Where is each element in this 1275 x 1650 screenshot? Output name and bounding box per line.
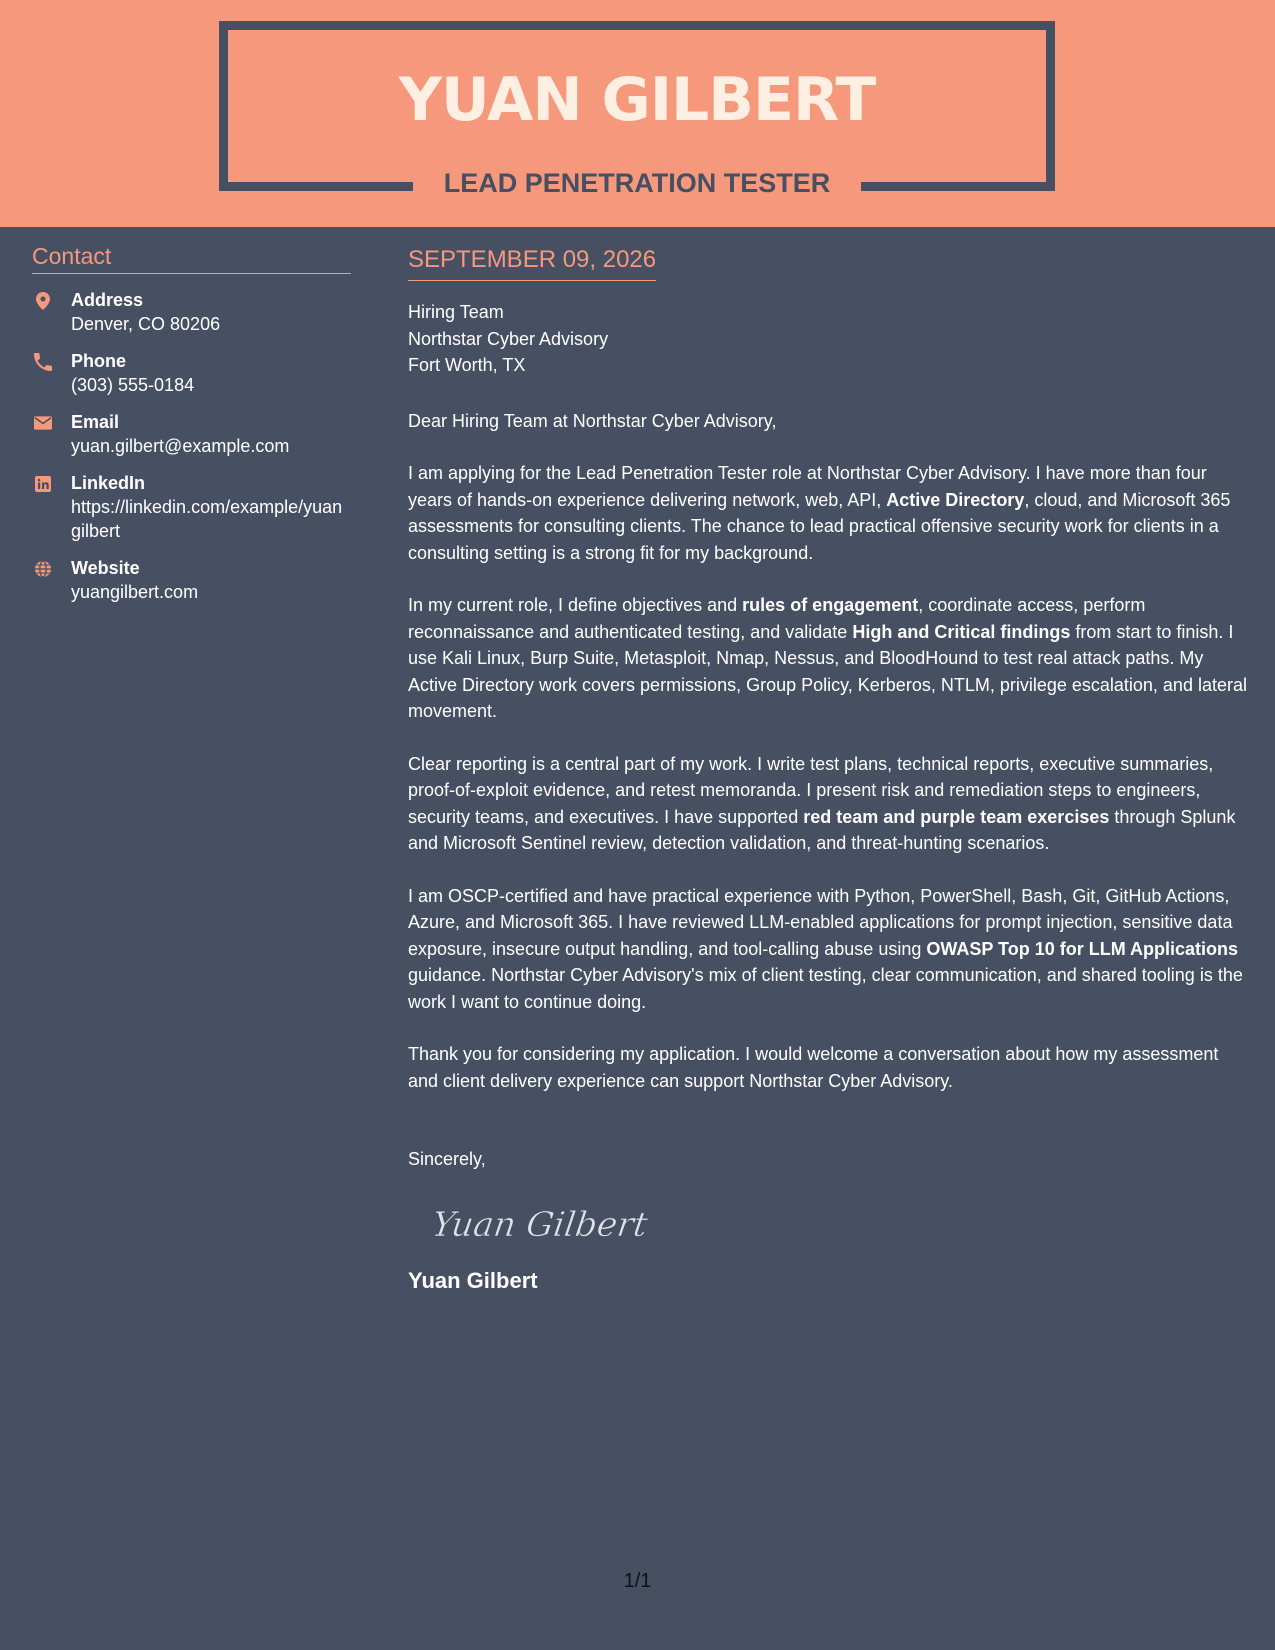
- paragraph-text: Clear reporting is a central part of my work. I write test plans, technical reports, executive summaries, proof-of-exploit evidence, and retest memoranda. I present risk and remediation steps to engineers, security teams, and executives. I have supported: [408, 753, 1214, 827]
- paragraph-text: , cloud, and Microsoft 365 assessments for consulting clients. The chance to lead practical offensive security work for clients in a consulting setting is a strong fit for my background.: [408, 489, 1231, 563]
- globe-icon: [34, 560, 52, 578]
- paragraph-text: guidance. Northstar Cyber Advisory's mix of client testing, clear communication, and shared tooling is the work I want to continue doing.: [408, 965, 1243, 1012]
- page-number: 1/1: [623, 1570, 652, 1592]
- recipient-block: [408, 299, 1250, 379]
- contact-phone: [32, 349, 351, 397]
- contact-label: Website: [71, 558, 140, 578]
- recipient-line: Hiring Team: [408, 302, 504, 322]
- header-banner: [0, 0, 1275, 227]
- contact-linkedin: [32, 471, 351, 543]
- letter-date: SEPTEMBER 09, 2026: [408, 244, 656, 281]
- contact-heading: Contact: [32, 242, 351, 274]
- paragraph-text: In my current role, I define objectives and: [408, 595, 743, 615]
- signer-name: Yuan Gilbert: [408, 1268, 538, 1293]
- contact-email: [32, 410, 351, 458]
- recipient-line: Fort Worth, TX: [408, 355, 526, 375]
- contact-sidebar: [32, 242, 351, 604]
- recipient-line: Northstar Cyber Advisory: [408, 328, 609, 349]
- linkedin-link[interactable]: https://linkedin.com/example/yuangilbert: [71, 497, 343, 541]
- paragraph-emphasis: rules of engagement: [742, 595, 919, 615]
- contact-value: Denver, CO 80206: [71, 314, 221, 334]
- paragraph: [408, 883, 1250, 1016]
- paragraph: [408, 592, 1250, 725]
- paragraph-text: , coordinate access, perform reconnaissance and authenticated testing, and validate: [408, 595, 1146, 642]
- map-pin-icon: [34, 292, 52, 310]
- paragraph-text: Thank you for considering my application. I would welcome a conversation about how my assessment and client delivery experience can support Northstar Cyber Advisory.: [408, 1044, 1219, 1091]
- paragraph: [408, 460, 1250, 566]
- job-title: LEAD PENETRATION TESTER: [443, 168, 831, 198]
- paragraph-emphasis: Active Directory: [886, 489, 1025, 510]
- paragraph-text: from start to finish. I use Kali Linux, Burp Suite, Metasploit, Nmap, Nessus, and BloodHound to test real attack paths. My Active Directory work covers permissions, Group Policy, Kerberos, NTLM, privilege escalation, and lateral movement.: [408, 621, 1247, 721]
- closing: Sincerely,: [408, 1149, 486, 1169]
- paragraph-text: I am applying for the Lead Penetration Tester role at Northstar Cyber Advisory. I have more than four years of hands-on experience delivering network, web, API,: [408, 463, 1207, 510]
- contact-label: LinkedIn: [71, 473, 146, 493]
- contact-address: [32, 288, 351, 336]
- envelope-icon: [34, 414, 52, 432]
- paragraph-text: through Splunk and Microsoft Sentinel review, detection validation, and threat-hunting scenarios.: [408, 806, 1236, 853]
- phone-icon: [34, 353, 52, 371]
- letter-body: [408, 244, 1250, 1296]
- paragraph: [408, 751, 1250, 857]
- contact-website: [32, 556, 351, 604]
- contact-label: Phone: [71, 351, 127, 371]
- linkedin-icon: [34, 475, 52, 493]
- contact-label: Address: [71, 290, 144, 310]
- paragraph-emphasis: red team and purple team exercises: [803, 806, 1110, 827]
- salutation: Dear Hiring Team at Northstar Cyber Advisory,: [408, 410, 777, 431]
- website-link[interactable]: yuangilbert.com: [71, 582, 199, 602]
- handwritten-signature: [432, 1198, 1250, 1250]
- paragraph-emphasis: High and Critical findings: [852, 621, 1071, 642]
- contact-value: (303) 555-0184: [71, 375, 195, 395]
- paragraph-emphasis: OWASP Top 10 for LLM Applications: [926, 938, 1239, 959]
- paragraph: [408, 1041, 1250, 1094]
- applicant-name: YUAN GILBERT: [398, 65, 876, 135]
- paragraph-text: I am OSCP-certified and have practical experience with Python, PowerShell, Bash, Git, GitHub Actions, Azure, and Microsoft 365. I have reviewed LLM-enabled applications for prompt injection, sensitive data exposure, insecure output handling, and tool-calling abuse using: [408, 885, 1233, 959]
- signature-text: Yuan Gilbert: [432, 1205, 650, 1245]
- contact-label: Email: [71, 412, 120, 432]
- email-link[interactable]: yuan.gilbert@example.com: [71, 436, 290, 456]
